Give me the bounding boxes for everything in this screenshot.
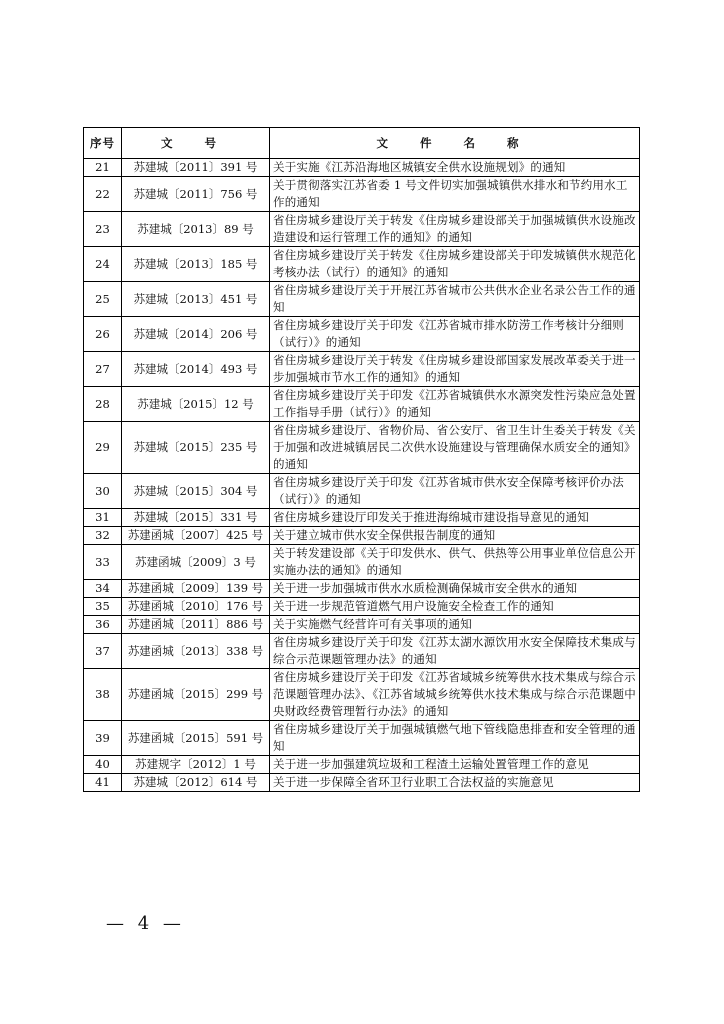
row-doc-number: 苏建函城〔2010〕176 号 <box>122 598 270 616</box>
header-title <box>270 128 640 159</box>
row-doc-number: 苏建城〔2011〕756 号 <box>122 177 270 212</box>
row-index: 38 <box>84 669 122 721</box>
row-doc-title: 关于进一步加强建筑垃圾和工程渣土运输处置管理工作的意见 <box>270 756 640 774</box>
row-doc-title: 关于进一步加强城市供水水质检测确保城市安全供水的通知 <box>270 580 640 598</box>
table-row <box>84 580 640 598</box>
row-doc-title: 省住房城乡建设厅关于印发《江苏省域城乡统筹供水技术集成与综合示范课题管理办法》、《江苏省域城乡统筹供水技术集成与综合示范课题中央财政经费管理暂行办法》的通知 <box>270 669 640 721</box>
row-index: 29 <box>84 422 122 474</box>
row-doc-number: 苏建函城〔2015〕591 号 <box>122 721 270 756</box>
table-row <box>84 177 640 212</box>
table-row <box>84 159 640 177</box>
table-row <box>84 756 640 774</box>
table-row <box>84 616 640 634</box>
row-index: 27 <box>84 352 122 387</box>
table-row <box>84 774 640 792</box>
row-index: 37 <box>84 634 122 669</box>
table-row <box>84 247 640 282</box>
row-doc-number: 苏建城〔2015〕12 号 <box>122 387 270 422</box>
row-index: 41 <box>84 774 122 792</box>
row-doc-number: 苏建函城〔2009〕3 号 <box>122 545 270 580</box>
row-index: 28 <box>84 387 122 422</box>
row-doc-number: 苏建函城〔2009〕139 号 <box>122 580 270 598</box>
header-index: 序号 <box>84 128 122 159</box>
row-doc-title: 省住房城乡建设厅关于印发《江苏太湖水源饮用水安全保障技术集成与综合示范课题管理办法》的通知 <box>270 634 640 669</box>
row-doc-number: 苏建城〔2013〕451 号 <box>122 282 270 317</box>
row-index: 26 <box>84 317 122 352</box>
row-doc-title: 省住房城乡建设厅关于转发《住房城乡建设部国家发展改革委关于进一步加强城市节水工作的通知》的通知 <box>270 352 640 387</box>
table-row <box>84 669 640 721</box>
row-doc-title: 省住房城乡建设厅印发关于推进海绵城市建设指导意见的通知 <box>270 509 640 527</box>
row-index: 34 <box>84 580 122 598</box>
table-row <box>84 545 640 580</box>
row-index: 24 <box>84 247 122 282</box>
header-number <box>122 128 270 159</box>
row-index: 35 <box>84 598 122 616</box>
row-doc-number: 苏建城〔2011〕391 号 <box>122 159 270 177</box>
row-doc-number: 苏建规字〔2012〕1 号 <box>122 756 270 774</box>
row-doc-number: 苏建函城〔2015〕299 号 <box>122 669 270 721</box>
row-index: 23 <box>84 212 122 247</box>
row-doc-number: 苏建城〔2014〕493 号 <box>122 352 270 387</box>
row-doc-number: 苏建函城〔2013〕338 号 <box>122 634 270 669</box>
row-doc-title: 省住房城乡建设厅关于印发《江苏省城市供水安全保障考核评价办法（试行）》的通知 <box>270 474 640 509</box>
row-doc-title: 省住房城乡建设厅关于印发《江苏省城市排水防涝工作考核计分细则（试行）》的通知 <box>270 317 640 352</box>
header-title-label: 文 件 名 称 <box>376 135 533 150</box>
row-doc-title: 关于实施燃气经营许可有关事项的通知 <box>270 616 640 634</box>
row-doc-title: 省住房城乡建设厅关于转发《住房城乡建设部关于印发城镇供水规范化考核办法（试行）的通知》的通知 <box>270 247 640 282</box>
row-index: 21 <box>84 159 122 177</box>
table-row <box>84 598 640 616</box>
table-row <box>84 317 640 352</box>
table-header-row <box>84 128 640 159</box>
table-row <box>84 387 640 422</box>
row-index: 33 <box>84 545 122 580</box>
table-row <box>84 527 640 545</box>
row-doc-number: 苏建城〔2015〕235 号 <box>122 422 270 474</box>
row-index: 40 <box>84 756 122 774</box>
row-doc-number: 苏建城〔2013〕89 号 <box>122 212 270 247</box>
document-table <box>83 127 640 792</box>
row-index: 25 <box>84 282 122 317</box>
row-doc-title: 关于建立城市供水安全保供报告制度的通知 <box>270 527 640 545</box>
table-row <box>84 474 640 509</box>
row-doc-number: 苏建函城〔2007〕425 号 <box>122 527 270 545</box>
table-row <box>84 721 640 756</box>
table-row <box>84 422 640 474</box>
row-doc-title: 关于进一步保障全省环卫行业职工合法权益的实施意见 <box>270 774 640 792</box>
row-doc-title: 省住房城乡建设厅关于开展江苏省城市公共供水企业名录公告工作的通知 <box>270 282 640 317</box>
row-doc-title: 省住房城乡建设厅关于转发《住房城乡建设部关于加强城镇供水设施改造建设和运行管理工作的通知》的通知 <box>270 212 640 247</box>
table-row <box>84 352 640 387</box>
row-doc-title: 关于实施《江苏沿海地区城镇安全供水设施规划》的通知 <box>270 159 640 177</box>
row-doc-number: 苏建城〔2012〕614 号 <box>122 774 270 792</box>
table-row <box>84 282 640 317</box>
row-doc-number: 苏建函城〔2011〕886 号 <box>122 616 270 634</box>
row-doc-number: 苏建城〔2015〕304 号 <box>122 474 270 509</box>
table-row <box>84 212 640 247</box>
row-doc-number: 苏建城〔2015〕331 号 <box>122 509 270 527</box>
row-doc-title: 省住房城乡建设厅、省物价局、省公安厅、省卫生计生委关于转发《关于加强和改进城镇居民二次供水设施建设与管理确保水质安全的通知》的通知 <box>270 422 640 474</box>
row-doc-title: 关于贯彻落实江苏省委 1 号文件切实加强城镇供水排水和节约用水工作的通知 <box>270 177 640 212</box>
row-doc-title: 关于进一步规范管道燃气用户设施安全检查工作的通知 <box>270 598 640 616</box>
row-index: 22 <box>84 177 122 212</box>
header-number-label: 文 号 <box>160 135 230 150</box>
row-index: 30 <box>84 474 122 509</box>
page-number: — 4 — <box>106 913 185 934</box>
row-doc-title: 关于转发建设部《关于印发供水、供气、供热等公用事业单位信息公开实施办法的通知》的通知 <box>270 545 640 580</box>
row-doc-number: 苏建城〔2013〕185 号 <box>122 247 270 282</box>
row-index: 39 <box>84 721 122 756</box>
table-row <box>84 634 640 669</box>
row-doc-title: 省住房城乡建设厅关于印发《江苏省城镇供水水源突发性污染应急处置工作指导手册（试行）》的通知 <box>270 387 640 422</box>
table-row <box>84 509 640 527</box>
table-body <box>84 159 640 792</box>
row-doc-title: 省住房城乡建设厅关于加强城镇燃气地下管线隐患排查和安全管理的通知 <box>270 721 640 756</box>
row-index: 32 <box>84 527 122 545</box>
row-doc-number: 苏建城〔2014〕206 号 <box>122 317 270 352</box>
row-index: 31 <box>84 509 122 527</box>
row-index: 36 <box>84 616 122 634</box>
